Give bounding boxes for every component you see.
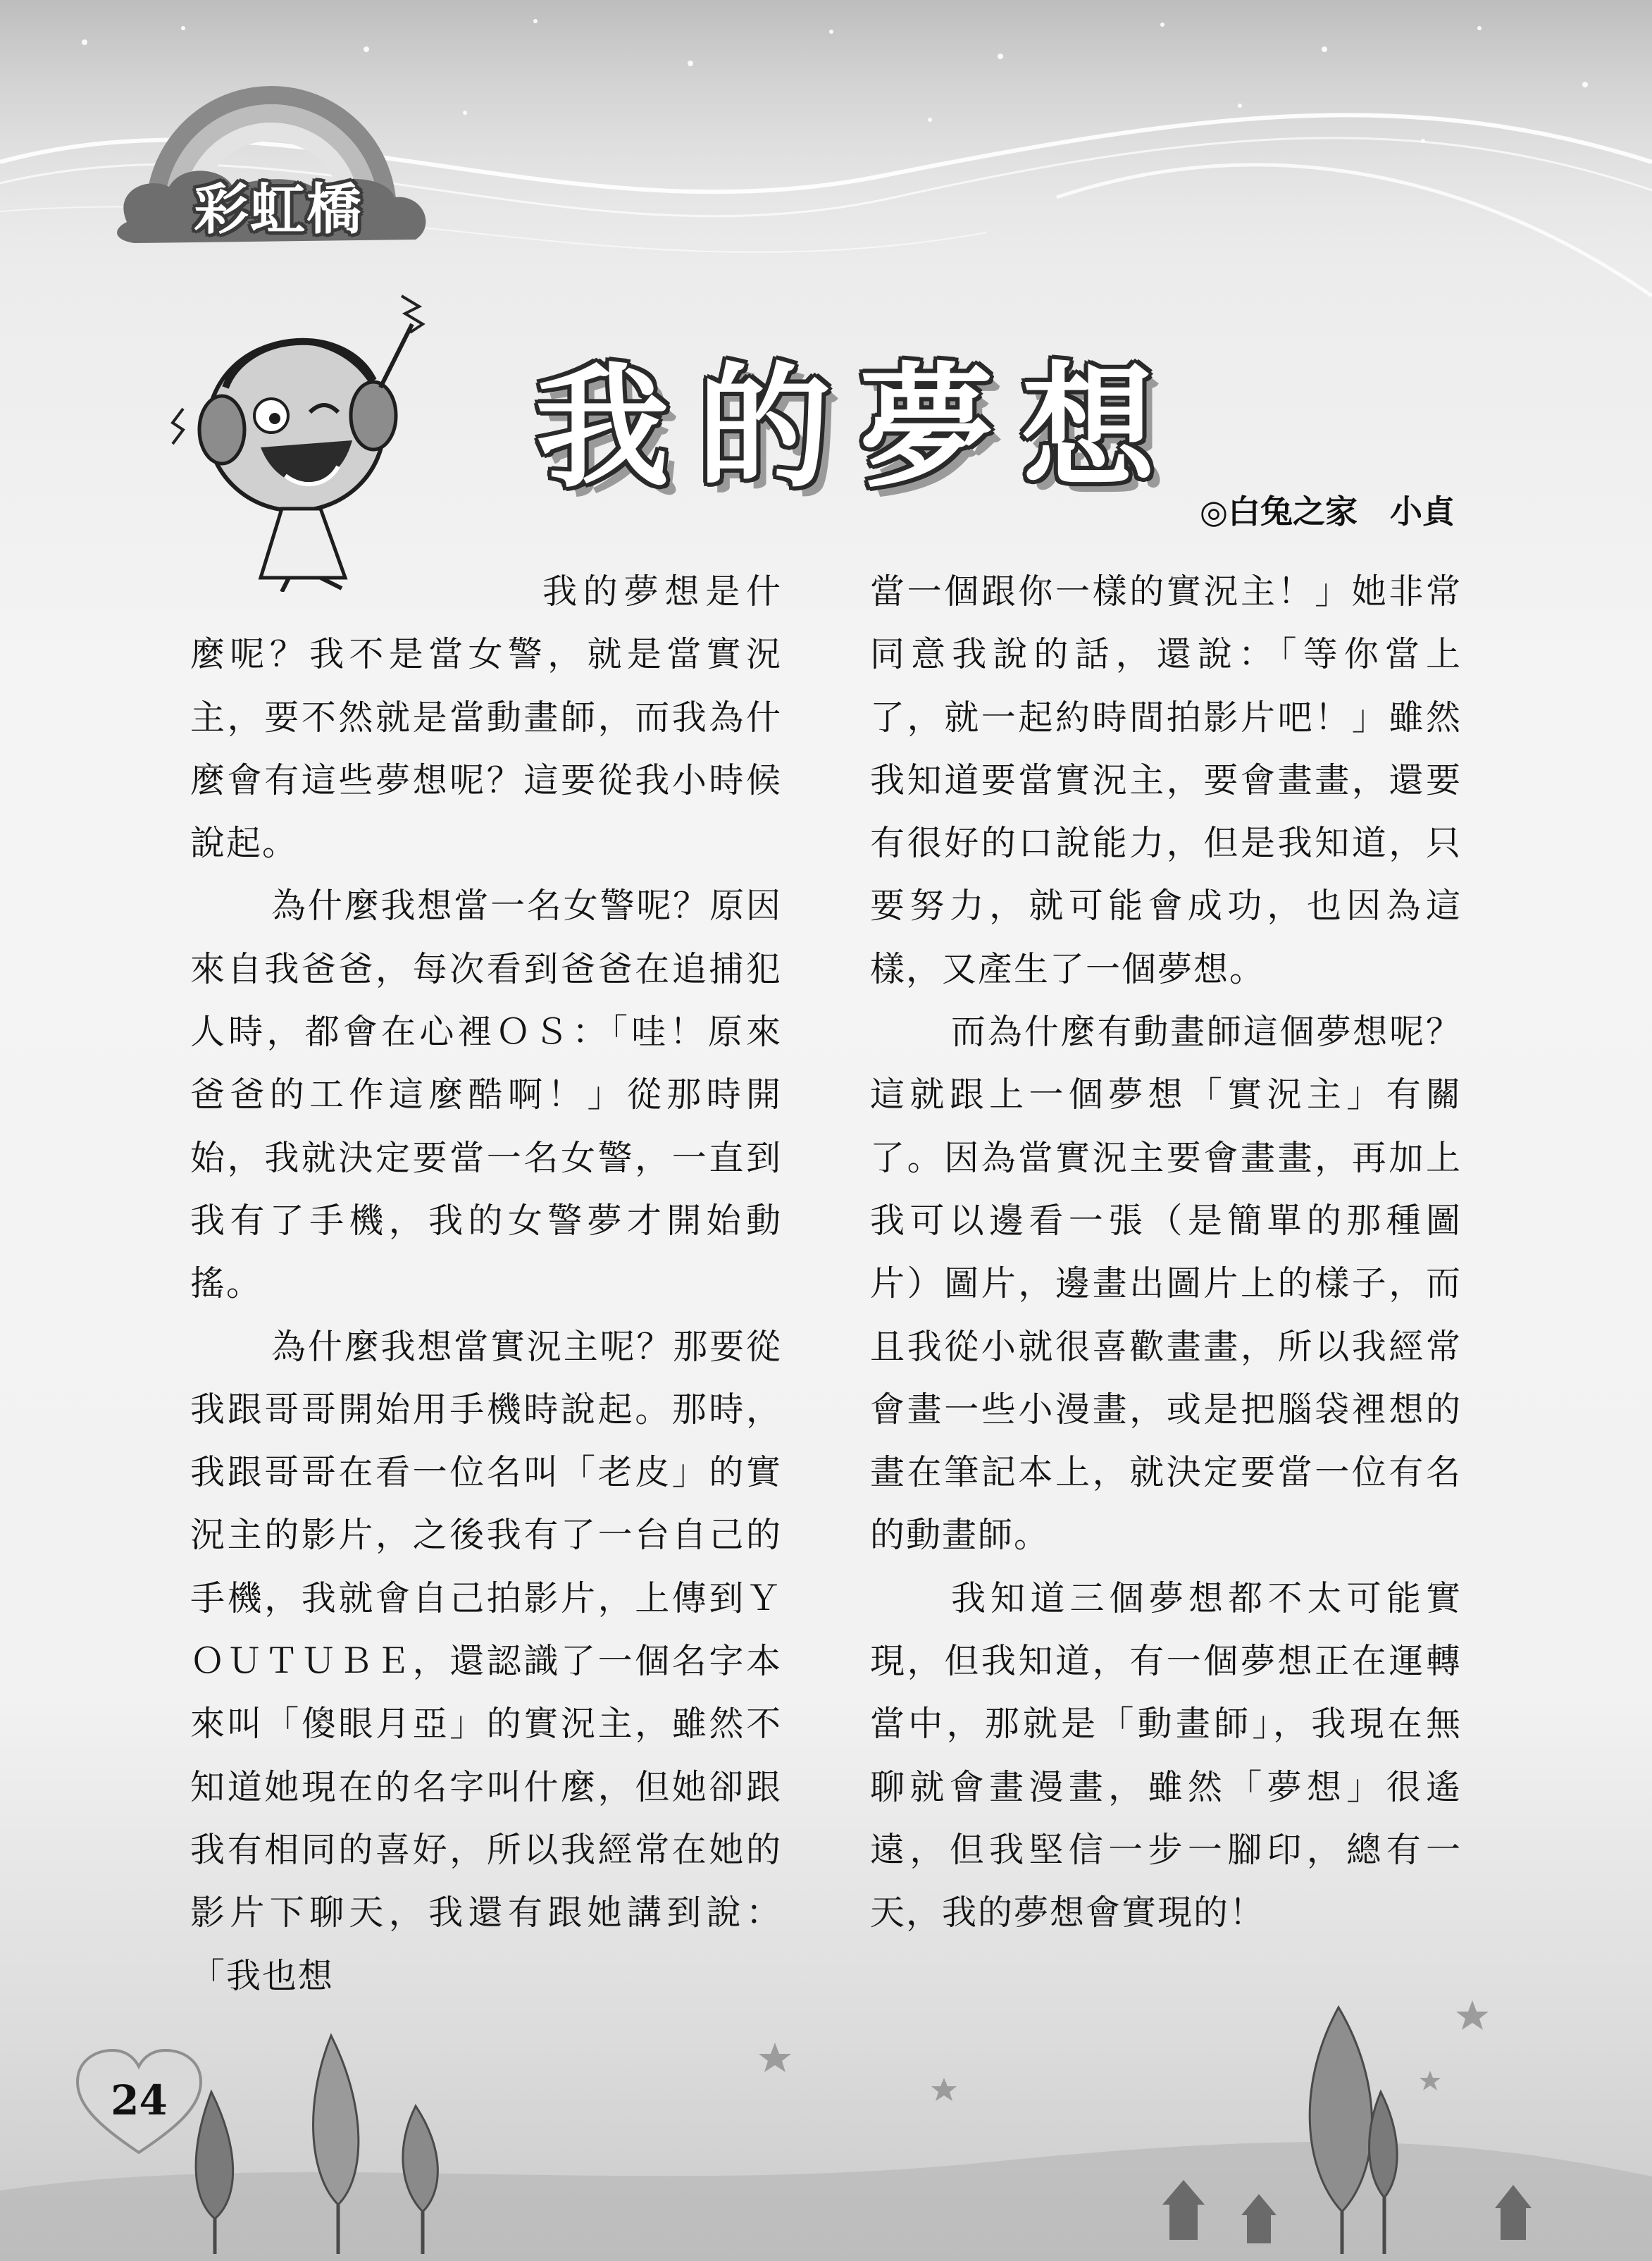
girl-with-headphones-illustration — [169, 282, 451, 592]
section-title: 彩虹橋 — [193, 178, 363, 242]
paragraph-5: 我知道三個夢想都不太可能實現，但我知道，有一個夢想正在運轉當中，那就是「動畫師」，我現在無聊就會畫漫畫，雖然「夢想」很遙遠，但我堅信一步一腳印，總有一天，我的夢想會實現的！ — [870, 1578, 1462, 1933]
article-body-left-column — [190, 560, 782, 2007]
page-number-badge — [74, 2047, 204, 2160]
paragraph-3: 為什麼我想當實況主呢？那要從我跟哥哥開始用手機時說起。那時，我跟哥哥在看一位名叫「老皮」的實況主的影片，之後我有了一台自己的手機，我就會自己拍影片，上傳到ＹＯＵＴＵＢＥ，還認識了一個名字本來叫「傻眼月亞」的實況主，雖然不知道她現在的名字叫什麼，但她卻跟我有相同的喜好，所以我經常在她的影片下聊天，我還有跟她講到說：「我也想 — [190, 1326, 782, 1996]
page-number: 24 — [111, 2076, 168, 2124]
article-title: 我的夢想 — [535, 350, 1184, 506]
paragraph-3-continued: 當一個跟你一樣的實況主！」她非常同意我說的話，還說：「等你當上了，就一起約時間拍影片吧！」雖然我知道要當實況主，要會畫畫，還要有很好的口說能力，但是我知道，只要努力，就可能會成功，也因為這樣，又產生了一個夢想。 — [870, 571, 1462, 989]
paragraph-1: 我的夢想是什麼呢？我不是當女警，就是當實況主，要不然就是當動畫師，而我為什麼會有這些夢想呢？這要從我小時候說起。 — [190, 571, 782, 864]
footer-landscape-decoration — [0, 1965, 1652, 2261]
article-body-right-column — [870, 560, 1462, 1945]
paragraph-4: 而為什麼有動畫師這個夢想呢？這就跟上一個夢想「實況主」有關了。因為當實況主要會畫畫，再加上我可以邊看一張（是簡單的那種圖片）圖片，邊畫出圖片上的樣子，而且我從小就很喜歡畫畫，所以我經常會畫一些小漫畫，或是把腦袋裡想的畫在筆記本上，就決定要當一位有名的動畫師。 — [870, 1012, 1462, 1556]
article-byline: ◎白兔之家 小貞 — [1199, 493, 1455, 531]
paragraph-2: 為什麼我想當一名女警呢？原因來自我爸爸，每次看到爸爸在追捕犯人時，都會在心裡ＯＳ：「哇！原來爸爸的工作這麼酷啊！」從那時開始，我就決定要當一名女警，一直到我有了手機，我的女警夢才開始動搖。 — [190, 886, 782, 1304]
